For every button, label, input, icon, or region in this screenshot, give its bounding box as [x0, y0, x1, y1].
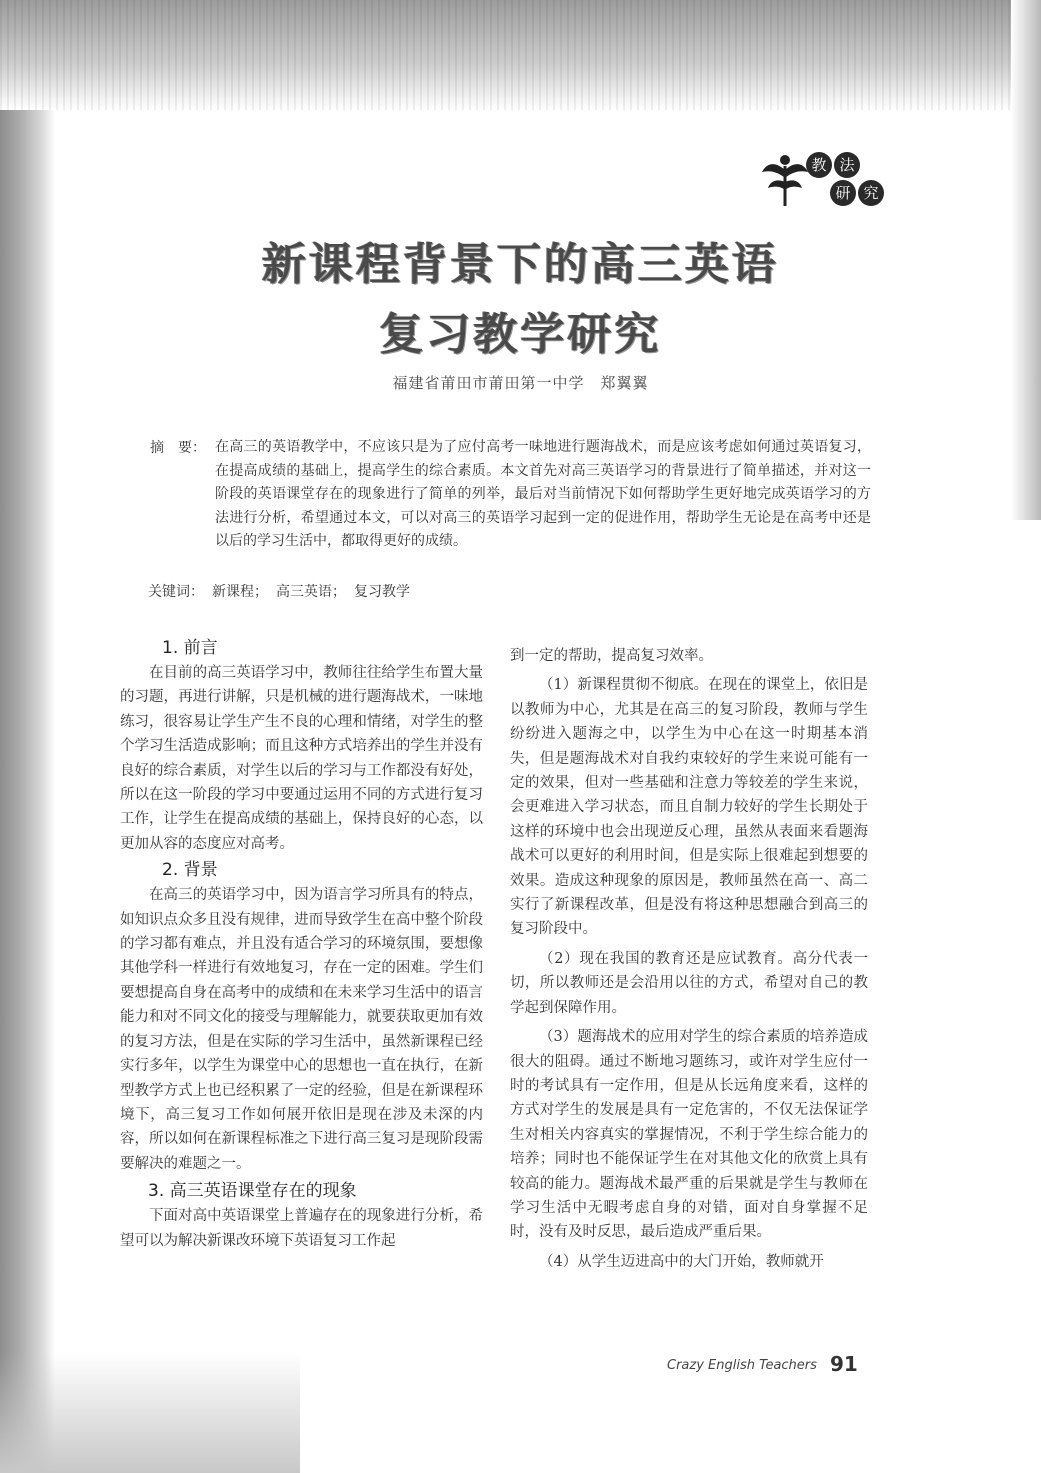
badge-char-fa: 法 [834, 152, 860, 178]
section-heading-intro: 1. 前言 [162, 638, 218, 658]
keyword-item: 复习教学 [354, 584, 410, 600]
abstract-text: 在高三的英语教学中，不应该只是为了应付高考一味地进行题海战术，而是应该考虑如何通过英语复习，在提高成绩的基础上，提高学生的综合素质。本文首先对高三英语学习的背景进行了简单描述，并对这一阶段的英语课堂存在的现象进行了简单的列举，最后对当前情况下如何帮助学生更好地完成英语学习的方法进行分析，希望通过本文，可以对高三的英语学习起到一定的促进作用，帮助学生无论是在高考中还是以后的学习生活中，都取得更好的成绩。 [215, 439, 871, 549]
scan-shadow-bottom [0, 1353, 300, 1473]
paragraph-point-3: （3）题海战术的应用对学生的综合素质的培养造成很大的阻碍。通过不断地习题练习，或许对学生应付一时的考试具有一定作用，但是从长远角度来看，这样的方式对学生的发展是具有一定危害的，不仅无法保证学生对相关内容真实的掌握情况，不利于学生综合能力的培养；同时也不能保证学生在对其他文化的欣赏上具有较高的能力。题海战术最严重的后果就是学生与教师在学习生活中无暇考虑自身的对错，面对自身掌握不足时，没有及时反思，最后造成严重后果。 [510, 1029, 868, 1241]
scan-shadow-top [0, 0, 1041, 110]
article-title-line1: 新课程背景下的高三英语 [262, 239, 779, 290]
section-heading-background: 2. 背景 [162, 860, 218, 881]
keyword-item: 新课程； [212, 584, 268, 600]
keywords-label: 关键词： [148, 584, 204, 600]
paragraph-point-4: （4）从学生迈进高中的大门开始，教师就开 [539, 1253, 824, 1270]
badge-char-jiao: 教 [806, 152, 832, 178]
section-heading-phenomena: 3. 高三英语课堂存在的现象 [148, 1181, 357, 1202]
left-column [120, 636, 483, 1253]
plant-ornament-icon [760, 148, 810, 208]
badge-char-yan: 研 [830, 180, 856, 206]
paragraph-point-2: （2）现在我国的教育还是应试教育。高分代表一切，所以教师还是会沿用以往的方式，希望对自己的教学起到保障作用。 [510, 950, 868, 1016]
keyword-item: 高三英语； [276, 584, 346, 600]
paragraph-continued: 到一定的帮助，提高复习效率。 [510, 648, 713, 664]
paragraph-point-1: （1）新课程贯彻不彻底。在现在的课堂上，依旧是以教师为中心，尤其是在高三的复习阶段，教师与学生纷纷进入题海之中，以学生为中心在这一时期基本消失，但是题海战术对自我约束较好的学生来说可能有一定的效果，但对一些基础和注意力等较差的学生来说，会更难进入学习状态，而且自制力较好的学生长期处于这样的环境中也会出现逆反心理，虽然从表面来看题海战术可以更好的利用时间，但是实际上很难起到想要的效果。造成这种现象的原因是，教师虽然在高一、高二实行了新课程改革，但是没有将这种思想融合到高三的复习阶段中。 [510, 677, 868, 938]
paragraph-background: 在高三的英语学习中，因为语言学习所具有的特点，如知识点众多且没有规律，进而导致学生在高中整个阶段的学习都有难点，并且没有适合学习的环境氛围，要想像其他学科一样进行有效地复习，存在一定的困难。学生们要想提高自身在高考中的成绩和在未来学习生活中的语言能力和对不同文化的接受与理解能力，就要获取更加有效的复习方法，但是在实际的学习生活中，虽然新课程已经实行多年，以学生为课堂中心的思想也一直在执行，在新型教学方式上也已经积累了一定的经验，但是在新课程环境下，高三复习工作如何展开依旧是现在涉及未深的内容，所以如何在新课程标准之下进行高三复习是现阶段需要解决的难题之一。 [120, 887, 483, 1172]
paragraph-intro: 在目前的高三英语学习中，教师往往给学生布置大量的习题，再进行讲解，只是机械的进行题海战术，一味地练习，很容易让学生产生不良的心理和情绪，对学生的整个学习生活造成影响；而且这种方式培养出的学生并没有良好的综合素质，对学生以后的学习与工作都没有好处，所以在这一阶段的学习中要通过运用不同的方式进行复习工作，让学生在提高成绩的基础上，保持良好的心态，以更加从容的态度应对高考。 [120, 665, 483, 852]
column-badge [760, 148, 890, 208]
badge-char-jiu: 究 [858, 180, 884, 206]
author-affiliation: 福建省莆田市莆田第一中学 郑翼翼 [392, 374, 649, 392]
page-number: 91 [830, 1352, 858, 1376]
paragraph-phenomena-intro: 下面对高中英语课堂上普遍存在的现象进行分析，希望可以为解决新课改环境下英语复习工作起 [120, 1208, 483, 1249]
scan-shadow-left [0, 0, 55, 1473]
article-title-line2: 复习教学研究 [379, 309, 662, 360]
abstract-label: 摘 要： [150, 440, 206, 456]
right-column [510, 644, 868, 1274]
keywords [148, 581, 418, 601]
journal-name: Crazy English Teachers [667, 1358, 817, 1373]
